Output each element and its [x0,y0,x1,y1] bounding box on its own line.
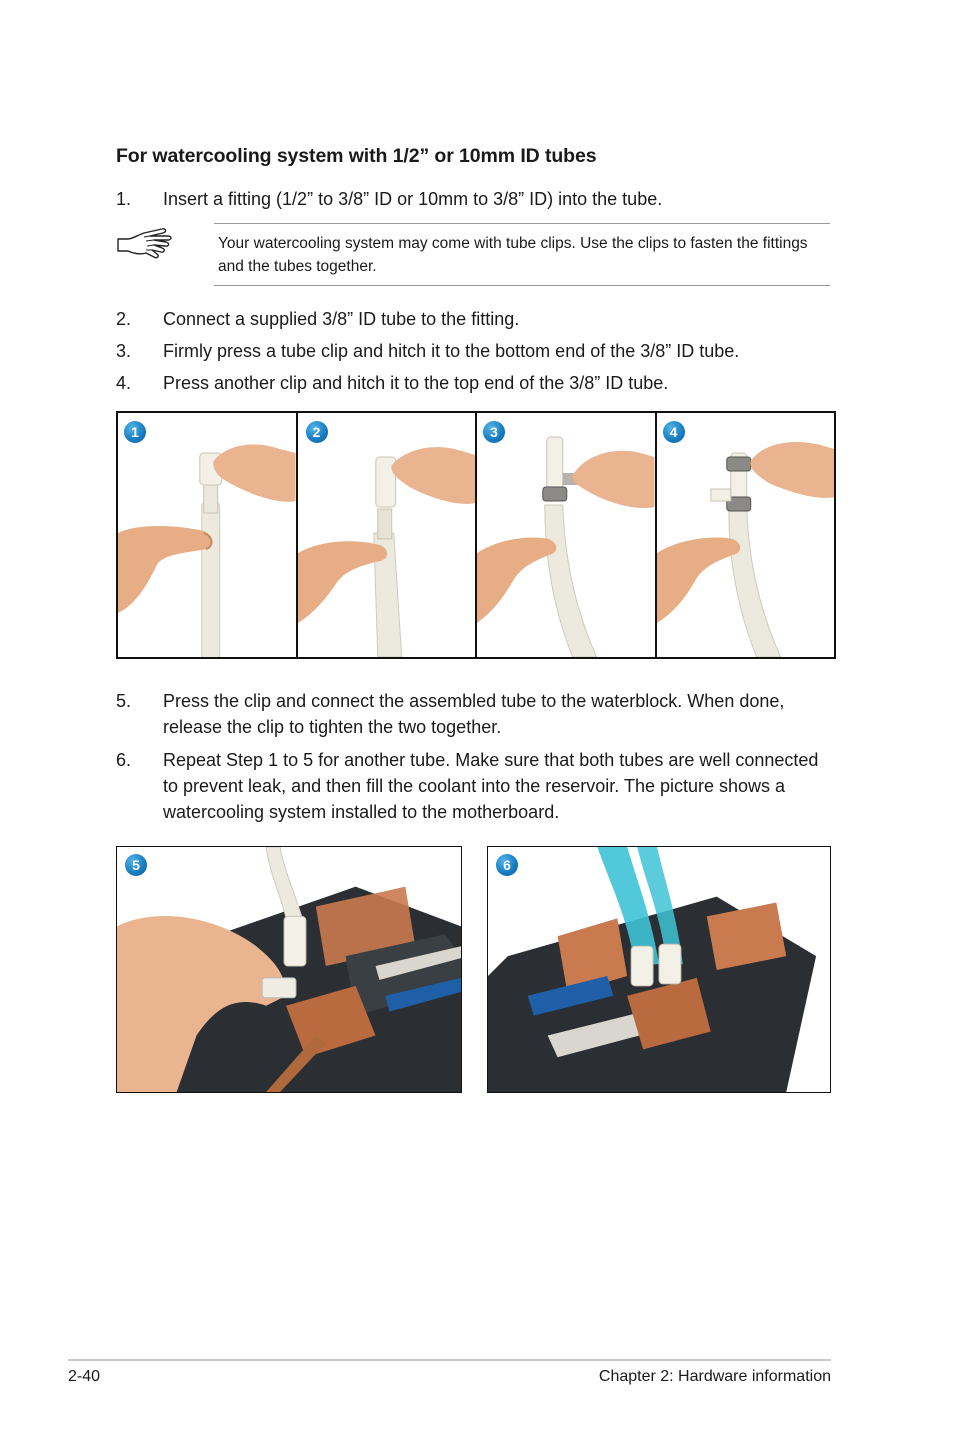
step-text: Connect a supplied 3/8” ID tube to the fitting. [163,309,520,329]
note-top-rule [214,223,830,224]
step-2 [116,306,836,332]
assembly-photo-strip [116,411,836,659]
photo-step-3 [475,413,655,657]
step-text: Firmly press a tube clip and hitch it to the bottom end of the 3/8” ID tube. [163,341,740,361]
photo-waterblock-connect [117,847,461,1092]
step-number: 3. [116,341,132,361]
step-badge: 2 [306,421,328,443]
photo-step-6 [487,846,831,1093]
step-badge: 6 [496,854,518,876]
step-text: Press the clip and connect the assembled tube to the waterblock. When done, release the clip to tighten the two together. [163,691,785,737]
note-text: Your watercooling system may come with tube clips. Use the clips to fasten the fittings and the tubes together. [218,235,808,275]
step-3 [116,338,836,364]
step-number: 5. [116,691,132,711]
step-number: 6. [116,750,132,770]
step-1 [116,186,836,212]
step-6 [116,747,836,825]
photo-step-1 [118,413,296,657]
photo-step-2 [296,413,476,657]
footer-rule [68,1359,831,1361]
photo-step-4 [655,413,835,657]
step-number: 1. [116,189,132,209]
step-badge: 1 [124,421,146,443]
photo-bottom-clip [477,413,655,657]
step-text: Repeat Step 1 to 5 for another tube. Make sure that both tubes are well connected to prevent leak, and then fill the coolant into the reservoir. The picture shows a watercooling system installed to the motherboard. [163,750,819,822]
chapter-title: Chapter 2: Hardware information [598,1368,831,1385]
photo-top-clip [657,413,835,657]
photo-step-5 [116,846,462,1093]
photo-tube-fitting-insert [118,413,296,657]
pointing-hand-icon [116,225,176,263]
step-number: 4. [116,373,132,393]
page-number: 2-40 [68,1368,101,1385]
note-box [116,223,830,286]
step-badge: 4 [663,421,685,443]
photo-installed-system [488,847,830,1092]
photo-tube-connect [298,413,476,657]
note-bottom-rule [214,285,830,286]
step-5 [116,688,836,740]
step-badge: 3 [483,421,505,443]
step-number: 2. [116,309,132,329]
step-badge: 5 [125,854,147,876]
section-heading: For watercooling system with 1/2” or 10mm ID tubes [116,145,597,167]
step-4 [116,370,836,396]
step-text: Insert a fitting (1/2” to 3/8” ID or 10mm to 3/8” ID) into the tube. [163,189,663,209]
step-text: Press another clip and hitch it to the top end of the 3/8” ID tube. [163,373,669,393]
